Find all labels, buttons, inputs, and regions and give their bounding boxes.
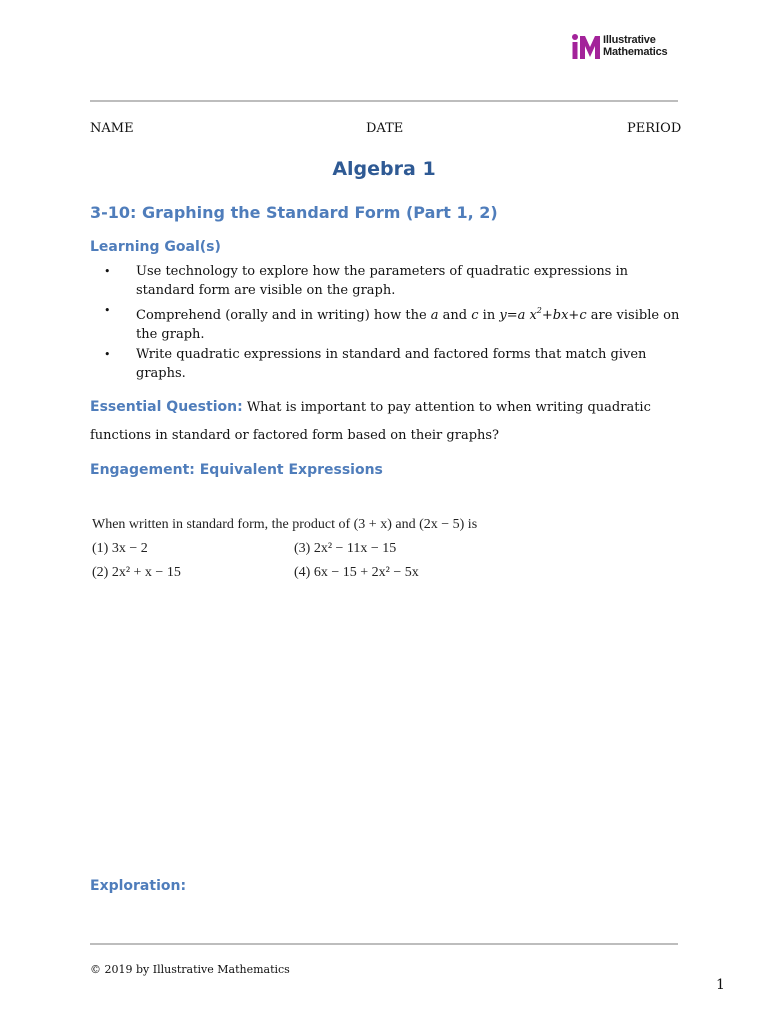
essential-question [90, 393, 680, 450]
lesson-title: 3-10: Graphing the Standard Form (Part 1, 2) [90, 203, 498, 222]
date-label: DATE [366, 121, 404, 136]
learning-goal-text-part: are visible on the graph. [136, 308, 680, 342]
standard-form-equation: y=a $x^2+bx+c$ [499, 306, 587, 323]
name-label: NAME [90, 121, 134, 136]
bullet-icon: • [104, 265, 111, 278]
learning-goal-text-part: and [438, 308, 472, 323]
learning-goal-item [90, 262, 680, 300]
page-number: 1 [716, 977, 725, 993]
period-label: PERIOD [627, 121, 682, 136]
course-title: Algebra 1 [332, 158, 436, 180]
answer-choice-2: (2) 2x² + x − 15 [92, 565, 181, 580]
learning-goal-item [90, 345, 680, 383]
logo-wordmark [603, 34, 667, 58]
learning-goals-list [90, 262, 680, 384]
header-divider [90, 100, 678, 102]
engagement-heading: Engagement: Equivalent Expressions [90, 462, 383, 478]
learning-goal-text: Use technology to explore how the parameters of quadratic expressions in standard form are visible on the graph. [136, 264, 629, 298]
copyright-text: © 2019 by Illustrative Mathematics [90, 963, 290, 976]
illustrative-mathematics-logo [571, 33, 601, 61]
answer-choice-4: (4) 6x − 15 + 2x² − 5x [294, 565, 419, 580]
logo-line-2: Mathematics [603, 46, 668, 58]
essential-question-label: Essential Question: [90, 399, 243, 415]
bullet-icon: • [104, 348, 111, 361]
problem-prompt: When written in standard form, the product of (3 + x) and (2x − 5) is [92, 517, 478, 532]
learning-goal-item [90, 301, 680, 344]
exploration-heading: Exploration: [90, 878, 187, 894]
footer-divider [90, 943, 678, 945]
engagement-problem [92, 513, 652, 593]
learning-goal-text-part: in [478, 308, 500, 323]
answer-choice-3: (3) 2x² − 11x − 15 [294, 541, 397, 556]
learning-goal-text: Write quadratic expressions in standard and factored forms that match given graphs. [136, 347, 647, 381]
variable-c: c [471, 308, 479, 323]
essential-question-text: What is important to pay attention to when writing quadratic functions in standard or factored form based on their graphs? [90, 400, 651, 443]
learning-goal-text-part: Comprehend (orally and in writing) how the [136, 308, 431, 323]
answer-choice-1: (1) 3x − 2 [92, 541, 148, 556]
learning-goals-heading: Learning Goal(s) [90, 239, 221, 255]
bullet-icon: • [104, 304, 111, 317]
im-logo-icon [571, 33, 601, 61]
logo-line-1: Illustrative [603, 34, 656, 46]
variable-a: a [430, 308, 439, 323]
